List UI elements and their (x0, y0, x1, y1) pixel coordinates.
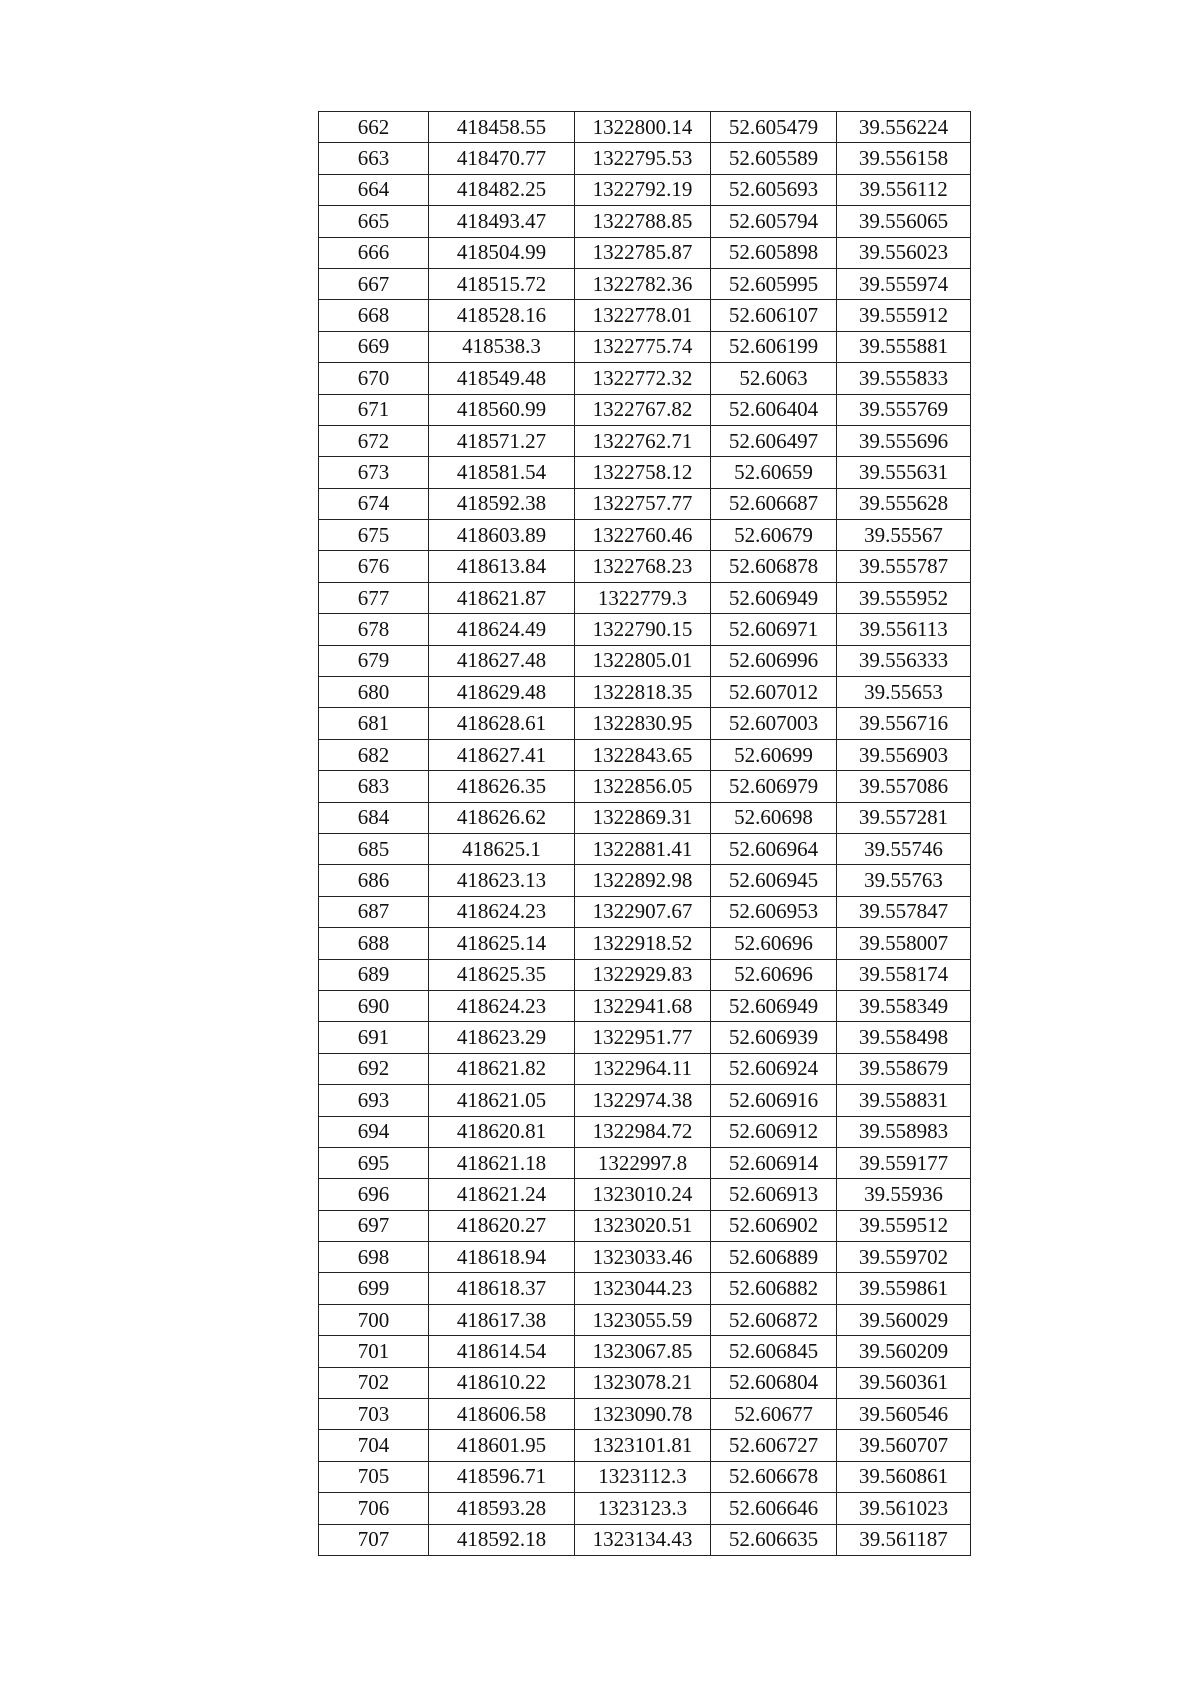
x-coordinate-cell: 418618.37 (429, 1273, 575, 1304)
table-row (319, 1304, 971, 1335)
latitude-cell: 52.605898 (711, 237, 837, 268)
table-row (319, 237, 971, 268)
latitude-cell: 52.606949 (711, 582, 837, 613)
table-row (319, 1367, 971, 1398)
table-row (319, 425, 971, 456)
y-coordinate-cell: 1322997.8 (575, 1147, 711, 1178)
point-number-cell: 694 (319, 1116, 429, 1147)
longitude-cell: 39.55653 (837, 677, 971, 708)
latitude-cell: 52.606635 (711, 1524, 837, 1555)
latitude-cell: 52.60699 (711, 739, 837, 770)
y-coordinate-cell: 1322758.12 (575, 457, 711, 488)
point-number-cell: 677 (319, 582, 429, 613)
y-coordinate-cell: 1322790.15 (575, 614, 711, 645)
point-number-cell: 666 (319, 237, 429, 268)
point-number-cell: 691 (319, 1022, 429, 1053)
longitude-cell: 39.558679 (837, 1053, 971, 1084)
table-row (319, 677, 971, 708)
point-number-cell: 702 (319, 1367, 429, 1398)
y-coordinate-cell: 1322788.85 (575, 206, 711, 237)
longitude-cell: 39.55936 (837, 1179, 971, 1210)
table-row (319, 1430, 971, 1461)
y-coordinate-cell: 1322818.35 (575, 677, 711, 708)
point-number-cell: 687 (319, 896, 429, 927)
longitude-cell: 39.560861 (837, 1461, 971, 1492)
point-number-cell: 663 (319, 143, 429, 174)
y-coordinate-cell: 1322768.23 (575, 551, 711, 582)
x-coordinate-cell: 418621.87 (429, 582, 575, 613)
longitude-cell: 39.559512 (837, 1210, 971, 1241)
y-coordinate-cell: 1322964.11 (575, 1053, 711, 1084)
table-row (319, 1147, 971, 1178)
x-coordinate-cell: 418624.49 (429, 614, 575, 645)
x-coordinate-cell: 418617.38 (429, 1304, 575, 1335)
x-coordinate-cell: 418627.41 (429, 739, 575, 770)
y-coordinate-cell: 1322795.53 (575, 143, 711, 174)
x-coordinate-cell: 418560.99 (429, 394, 575, 425)
table-row (319, 645, 971, 676)
latitude-cell: 52.60677 (711, 1399, 837, 1430)
table-row (319, 1273, 971, 1304)
point-number-cell: 674 (319, 488, 429, 519)
longitude-cell: 39.555787 (837, 551, 971, 582)
longitude-cell: 39.560029 (837, 1304, 971, 1335)
latitude-cell: 52.606646 (711, 1493, 837, 1524)
longitude-cell: 39.559702 (837, 1242, 971, 1273)
table-row (319, 771, 971, 802)
longitude-cell: 39.555881 (837, 331, 971, 362)
latitude-cell: 52.606979 (711, 771, 837, 802)
latitude-cell: 52.606878 (711, 551, 837, 582)
latitude-cell: 52.606889 (711, 1242, 837, 1273)
longitude-cell: 39.555628 (837, 488, 971, 519)
point-number-cell: 693 (319, 1085, 429, 1116)
table-row (319, 174, 971, 205)
longitude-cell: 39.558498 (837, 1022, 971, 1053)
table-row (319, 990, 971, 1021)
point-number-cell: 662 (319, 112, 429, 143)
point-number-cell: 697 (319, 1210, 429, 1241)
latitude-cell: 52.605479 (711, 112, 837, 143)
longitude-cell: 39.556224 (837, 112, 971, 143)
longitude-cell: 39.556023 (837, 237, 971, 268)
longitude-cell: 39.556333 (837, 645, 971, 676)
longitude-cell: 39.556903 (837, 739, 971, 770)
latitude-cell: 52.605995 (711, 268, 837, 299)
table-row (319, 739, 971, 770)
y-coordinate-cell: 1322767.82 (575, 394, 711, 425)
y-coordinate-cell: 1322830.95 (575, 708, 711, 739)
x-coordinate-cell: 418493.47 (429, 206, 575, 237)
x-coordinate-cell: 418627.48 (429, 645, 575, 676)
x-coordinate-cell: 418624.23 (429, 896, 575, 927)
point-number-cell: 690 (319, 990, 429, 1021)
y-coordinate-cell: 1322775.74 (575, 331, 711, 362)
latitude-cell: 52.606949 (711, 990, 837, 1021)
table-row (319, 865, 971, 896)
x-coordinate-cell: 418623.13 (429, 865, 575, 896)
table-row (319, 1116, 971, 1147)
point-number-cell: 696 (319, 1179, 429, 1210)
longitude-cell: 39.556112 (837, 174, 971, 205)
longitude-cell: 39.559177 (837, 1147, 971, 1178)
x-coordinate-cell: 418482.25 (429, 174, 575, 205)
latitude-cell: 52.606107 (711, 300, 837, 331)
x-coordinate-cell: 418621.05 (429, 1085, 575, 1116)
x-coordinate-cell: 418515.72 (429, 268, 575, 299)
table-row (319, 457, 971, 488)
y-coordinate-cell: 1322760.46 (575, 520, 711, 551)
table-row (319, 833, 971, 864)
latitude-cell: 52.606804 (711, 1367, 837, 1398)
longitude-cell: 39.556716 (837, 708, 971, 739)
latitude-cell: 52.60696 (711, 928, 837, 959)
x-coordinate-cell: 418620.81 (429, 1116, 575, 1147)
longitude-cell: 39.555769 (837, 394, 971, 425)
x-coordinate-cell: 418621.82 (429, 1053, 575, 1084)
y-coordinate-cell: 1322778.01 (575, 300, 711, 331)
y-coordinate-cell: 1322843.65 (575, 739, 711, 770)
longitude-cell: 39.557847 (837, 896, 971, 927)
table-row (319, 206, 971, 237)
longitude-cell: 39.558007 (837, 928, 971, 959)
x-coordinate-cell: 418626.62 (429, 802, 575, 833)
table-row (319, 614, 971, 645)
y-coordinate-cell: 1322951.77 (575, 1022, 711, 1053)
point-number-cell: 675 (319, 520, 429, 551)
latitude-cell: 52.60679 (711, 520, 837, 551)
latitude-cell: 52.606902 (711, 1210, 837, 1241)
x-coordinate-cell: 418581.54 (429, 457, 575, 488)
latitude-cell: 52.606924 (711, 1053, 837, 1084)
y-coordinate-cell: 1323078.21 (575, 1367, 711, 1398)
y-coordinate-cell: 1322892.98 (575, 865, 711, 896)
table-row (319, 1461, 971, 1492)
point-number-cell: 672 (319, 425, 429, 456)
y-coordinate-cell: 1322805.01 (575, 645, 711, 676)
x-coordinate-cell: 418624.23 (429, 990, 575, 1021)
x-coordinate-cell: 418549.48 (429, 363, 575, 394)
latitude-cell: 52.60659 (711, 457, 837, 488)
latitude-cell: 52.606971 (711, 614, 837, 645)
point-number-cell: 701 (319, 1336, 429, 1367)
point-number-cell: 704 (319, 1430, 429, 1461)
y-coordinate-cell: 1323123.3 (575, 1493, 711, 1524)
longitude-cell: 39.555833 (837, 363, 971, 394)
longitude-cell: 39.560209 (837, 1336, 971, 1367)
y-coordinate-cell: 1322757.77 (575, 488, 711, 519)
x-coordinate-cell: 418538.3 (429, 331, 575, 362)
table-row (319, 143, 971, 174)
table-row (319, 1210, 971, 1241)
table-row (319, 1053, 971, 1084)
latitude-cell: 52.606913 (711, 1179, 837, 1210)
longitude-cell: 39.560546 (837, 1399, 971, 1430)
y-coordinate-cell: 1323112.3 (575, 1461, 711, 1492)
point-number-cell: 669 (319, 331, 429, 362)
point-number-cell: 673 (319, 457, 429, 488)
x-coordinate-cell: 418625.1 (429, 833, 575, 864)
y-coordinate-cell: 1322941.68 (575, 990, 711, 1021)
latitude-cell: 52.605589 (711, 143, 837, 174)
point-number-cell: 664 (319, 174, 429, 205)
latitude-cell: 52.606912 (711, 1116, 837, 1147)
longitude-cell: 39.560707 (837, 1430, 971, 1461)
x-coordinate-cell: 418610.22 (429, 1367, 575, 1398)
y-coordinate-cell: 1322869.31 (575, 802, 711, 833)
point-number-cell: 683 (319, 771, 429, 802)
y-coordinate-cell: 1322779.3 (575, 582, 711, 613)
point-number-cell: 707 (319, 1524, 429, 1555)
latitude-cell: 52.60696 (711, 959, 837, 990)
x-coordinate-cell: 418601.95 (429, 1430, 575, 1461)
point-number-cell: 699 (319, 1273, 429, 1304)
point-number-cell: 705 (319, 1461, 429, 1492)
latitude-cell: 52.606914 (711, 1147, 837, 1178)
point-number-cell: 665 (319, 206, 429, 237)
latitude-cell: 52.606953 (711, 896, 837, 927)
longitude-cell: 39.560361 (837, 1367, 971, 1398)
latitude-cell: 52.606964 (711, 833, 837, 864)
x-coordinate-cell: 418528.16 (429, 300, 575, 331)
table-row (319, 520, 971, 551)
point-number-cell: 686 (319, 865, 429, 896)
longitude-cell: 39.555974 (837, 268, 971, 299)
latitude-cell: 52.606882 (711, 1273, 837, 1304)
point-number-cell: 678 (319, 614, 429, 645)
table-row (319, 1399, 971, 1430)
y-coordinate-cell: 1323101.81 (575, 1430, 711, 1461)
latitude-cell: 52.606497 (711, 425, 837, 456)
x-coordinate-cell: 418621.18 (429, 1147, 575, 1178)
table-row (319, 1022, 971, 1053)
y-coordinate-cell: 1323010.24 (575, 1179, 711, 1210)
point-number-cell: 676 (319, 551, 429, 582)
table-row (319, 1242, 971, 1273)
table-row (319, 959, 971, 990)
table-row (319, 582, 971, 613)
x-coordinate-cell: 418621.24 (429, 1179, 575, 1210)
x-coordinate-cell: 418504.99 (429, 237, 575, 268)
longitude-cell: 39.558983 (837, 1116, 971, 1147)
x-coordinate-cell: 418571.27 (429, 425, 575, 456)
y-coordinate-cell: 1322792.19 (575, 174, 711, 205)
point-number-cell: 706 (319, 1493, 429, 1524)
latitude-cell: 52.607012 (711, 677, 837, 708)
point-number-cell: 698 (319, 1242, 429, 1273)
longitude-cell: 39.55763 (837, 865, 971, 896)
table-row (319, 551, 971, 582)
latitude-cell: 52.606939 (711, 1022, 837, 1053)
x-coordinate-cell: 418592.38 (429, 488, 575, 519)
x-coordinate-cell: 418592.18 (429, 1524, 575, 1555)
coordinate-table (318, 111, 971, 1556)
table-row (319, 488, 971, 519)
point-number-cell: 682 (319, 739, 429, 770)
longitude-cell: 39.558174 (837, 959, 971, 990)
x-coordinate-cell: 418620.27 (429, 1210, 575, 1241)
x-coordinate-cell: 418596.71 (429, 1461, 575, 1492)
latitude-cell: 52.606945 (711, 865, 837, 896)
point-number-cell: 703 (319, 1399, 429, 1430)
latitude-cell: 52.606872 (711, 1304, 837, 1335)
x-coordinate-cell: 418603.89 (429, 520, 575, 551)
point-number-cell: 684 (319, 802, 429, 833)
longitude-cell: 39.556065 (837, 206, 971, 237)
latitude-cell: 52.606996 (711, 645, 837, 676)
x-coordinate-cell: 418458.55 (429, 112, 575, 143)
y-coordinate-cell: 1322984.72 (575, 1116, 711, 1147)
y-coordinate-cell: 1322772.32 (575, 363, 711, 394)
table-row (319, 708, 971, 739)
longitude-cell: 39.555912 (837, 300, 971, 331)
x-coordinate-cell: 418618.94 (429, 1242, 575, 1273)
y-coordinate-cell: 1322785.87 (575, 237, 711, 268)
x-coordinate-cell: 418613.84 (429, 551, 575, 582)
latitude-cell: 52.605693 (711, 174, 837, 205)
table-row (319, 1336, 971, 1367)
table-row (319, 300, 971, 331)
latitude-cell: 52.606727 (711, 1430, 837, 1461)
point-number-cell: 668 (319, 300, 429, 331)
point-number-cell: 685 (319, 833, 429, 864)
y-coordinate-cell: 1322800.14 (575, 112, 711, 143)
latitude-cell: 52.606845 (711, 1336, 837, 1367)
longitude-cell: 39.55567 (837, 520, 971, 551)
longitude-cell: 39.558349 (837, 990, 971, 1021)
longitude-cell: 39.557281 (837, 802, 971, 833)
point-number-cell: 692 (319, 1053, 429, 1084)
point-number-cell: 670 (319, 363, 429, 394)
table-row (319, 112, 971, 143)
y-coordinate-cell: 1322907.67 (575, 896, 711, 927)
point-number-cell: 680 (319, 677, 429, 708)
coordinate-table-body (319, 112, 971, 1556)
latitude-cell: 52.606678 (711, 1461, 837, 1492)
y-coordinate-cell: 1323044.23 (575, 1273, 711, 1304)
x-coordinate-cell: 418625.35 (429, 959, 575, 990)
longitude-cell: 39.555631 (837, 457, 971, 488)
point-number-cell: 700 (319, 1304, 429, 1335)
latitude-cell: 52.6063 (711, 363, 837, 394)
table-row (319, 1085, 971, 1116)
y-coordinate-cell: 1322762.71 (575, 425, 711, 456)
longitude-cell: 39.558831 (837, 1085, 971, 1116)
x-coordinate-cell: 418625.14 (429, 928, 575, 959)
x-coordinate-cell: 418623.29 (429, 1022, 575, 1053)
table-row (319, 928, 971, 959)
latitude-cell: 52.606916 (711, 1085, 837, 1116)
y-coordinate-cell: 1323067.85 (575, 1336, 711, 1367)
longitude-cell: 39.561187 (837, 1524, 971, 1555)
longitude-cell: 39.556158 (837, 143, 971, 174)
table-row (319, 1179, 971, 1210)
point-number-cell: 695 (319, 1147, 429, 1178)
table-row (319, 268, 971, 299)
point-number-cell: 667 (319, 268, 429, 299)
longitude-cell: 39.555952 (837, 582, 971, 613)
longitude-cell: 39.55746 (837, 833, 971, 864)
latitude-cell: 52.605794 (711, 206, 837, 237)
table-row (319, 802, 971, 833)
x-coordinate-cell: 418628.61 (429, 708, 575, 739)
table-row (319, 1493, 971, 1524)
latitude-cell: 52.606404 (711, 394, 837, 425)
x-coordinate-cell: 418614.54 (429, 1336, 575, 1367)
latitude-cell: 52.606687 (711, 488, 837, 519)
x-coordinate-cell: 418606.58 (429, 1399, 575, 1430)
y-coordinate-cell: 1323033.46 (575, 1242, 711, 1273)
y-coordinate-cell: 1323020.51 (575, 1210, 711, 1241)
y-coordinate-cell: 1323134.43 (575, 1524, 711, 1555)
longitude-cell: 39.559861 (837, 1273, 971, 1304)
y-coordinate-cell: 1323090.78 (575, 1399, 711, 1430)
point-number-cell: 679 (319, 645, 429, 676)
x-coordinate-cell: 418629.48 (429, 677, 575, 708)
longitude-cell: 39.556113 (837, 614, 971, 645)
x-coordinate-cell: 418470.77 (429, 143, 575, 174)
longitude-cell: 39.555696 (837, 425, 971, 456)
point-number-cell: 689 (319, 959, 429, 990)
y-coordinate-cell: 1322974.38 (575, 1085, 711, 1116)
latitude-cell: 52.606199 (711, 331, 837, 362)
y-coordinate-cell: 1322929.83 (575, 959, 711, 990)
y-coordinate-cell: 1323055.59 (575, 1304, 711, 1335)
x-coordinate-cell: 418626.35 (429, 771, 575, 802)
longitude-cell: 39.557086 (837, 771, 971, 802)
y-coordinate-cell: 1322856.05 (575, 771, 711, 802)
table-row (319, 363, 971, 394)
point-number-cell: 688 (319, 928, 429, 959)
y-coordinate-cell: 1322918.52 (575, 928, 711, 959)
table-row (319, 331, 971, 362)
table-row (319, 896, 971, 927)
table-row (319, 394, 971, 425)
point-number-cell: 681 (319, 708, 429, 739)
point-number-cell: 671 (319, 394, 429, 425)
latitude-cell: 52.60698 (711, 802, 837, 833)
table-row (319, 1524, 971, 1555)
y-coordinate-cell: 1322881.41 (575, 833, 711, 864)
longitude-cell: 39.561023 (837, 1493, 971, 1524)
latitude-cell: 52.607003 (711, 708, 837, 739)
x-coordinate-cell: 418593.28 (429, 1493, 575, 1524)
y-coordinate-cell: 1322782.36 (575, 268, 711, 299)
